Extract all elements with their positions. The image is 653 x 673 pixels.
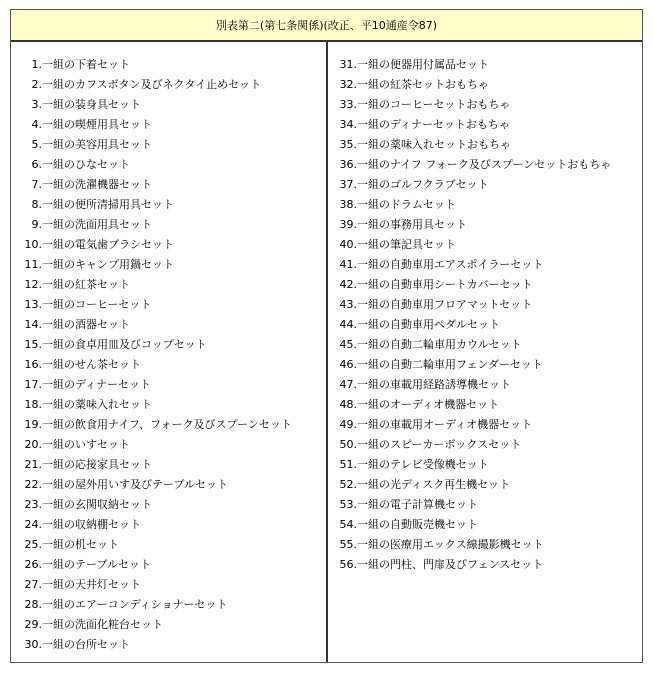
list-item <box>24 158 326 178</box>
item-label: 一組の自動二輪車用フェンダーセット <box>357 358 543 371</box>
list-item <box>339 338 642 358</box>
list-item <box>24 218 326 238</box>
item-label: 一組の紅茶セット <box>42 278 130 291</box>
item-number: 50. <box>339 438 357 451</box>
item-number: 6. <box>31 158 42 171</box>
list-item <box>24 498 326 518</box>
item-label: 一組の玄関収納セット <box>42 498 152 511</box>
item-number: 18. <box>24 398 42 411</box>
item-number: 51. <box>339 458 357 471</box>
item-label: 一組の下着セット <box>42 58 130 71</box>
list-item <box>24 638 326 658</box>
item-number: 45. <box>339 338 357 351</box>
list-item <box>339 378 642 398</box>
item-label: 一組の装身具セット <box>42 98 141 111</box>
item-number: 19. <box>24 418 42 431</box>
list-item <box>24 198 326 218</box>
list-item <box>24 558 326 578</box>
right-column <box>328 42 642 662</box>
list-item <box>24 138 326 158</box>
item-number: 33. <box>339 98 357 111</box>
item-number: 49. <box>339 418 357 431</box>
item-number: 30. <box>24 638 42 651</box>
item-label: 一組のコーヒーセット <box>42 298 152 311</box>
item-number: 28. <box>24 598 42 611</box>
item-label: 一組の光ディスク再生機セット <box>357 478 511 491</box>
item-label: 一組のテレビ受像機セット <box>357 458 489 471</box>
item-label: 一組の酒器セット <box>42 318 130 331</box>
item-label: 一組の事務用具セット <box>357 218 467 231</box>
list-item <box>339 558 642 578</box>
item-number: 44. <box>339 318 357 331</box>
list-item <box>24 238 326 258</box>
item-number: 20. <box>24 438 42 451</box>
item-label: 一組の収納棚セット <box>42 518 141 531</box>
item-number: 1. <box>31 58 42 71</box>
item-number: 11. <box>24 258 42 271</box>
list-item <box>24 178 326 198</box>
item-number: 13. <box>24 298 42 311</box>
list-item <box>24 58 326 78</box>
item-label: 一組の便所清掃用具セット <box>42 198 174 211</box>
list-item <box>339 318 642 338</box>
item-label: 一組のディナーセット <box>42 378 151 391</box>
item-label: 一組のカフスボタン及びネクタイ止めセット <box>42 78 262 91</box>
item-number: 52. <box>339 478 357 491</box>
list-item <box>339 238 642 258</box>
list-item <box>339 178 642 198</box>
item-label: 一組のエアーコンディショナーセット <box>42 598 228 611</box>
item-number: 54. <box>339 518 357 531</box>
list-item <box>339 418 642 438</box>
item-number: 48. <box>339 398 357 411</box>
item-number: 27. <box>24 578 42 591</box>
list-item <box>24 378 326 398</box>
item-label: 一組の自動車用ペダルセット <box>357 318 500 331</box>
item-label: 一組のゴルフクラブセット <box>357 178 489 191</box>
list-item <box>24 518 326 538</box>
item-number: 14. <box>24 318 42 331</box>
list-item <box>24 478 326 498</box>
item-label: 一組の便器用付属品セット <box>357 58 489 71</box>
item-number: 4. <box>31 118 42 131</box>
item-number: 53. <box>339 498 357 511</box>
item-number: 35. <box>339 138 357 151</box>
item-label: 一組の食卓用皿及びコップセット <box>42 338 207 351</box>
item-label: 一組のせん茶セット <box>42 358 141 371</box>
list-item <box>24 438 326 458</box>
item-number: 46. <box>339 358 357 371</box>
list-item <box>24 598 326 618</box>
list-item <box>24 358 326 378</box>
item-number: 34. <box>339 118 357 131</box>
list-item <box>339 218 642 238</box>
item-label: 一組の自動車用エアスポイラーセット <box>357 258 544 271</box>
item-label: 一組のひなセット <box>42 158 130 171</box>
item-label: 一組の筆記具セット <box>357 238 456 251</box>
item-number: 8. <box>31 198 42 211</box>
item-label: 一組の洗面化粧台セット <box>42 618 163 631</box>
item-label: 一組の飲食用ナイフ、フォーク及びスプーンセット <box>42 418 292 431</box>
item-number: 10. <box>24 238 42 251</box>
item-number: 3. <box>31 98 42 111</box>
item-label: 一組の電気歯ブラシセット <box>42 238 174 251</box>
list-item <box>339 258 642 278</box>
list-item <box>339 458 642 478</box>
item-label: 一組の医療用エックス線撮影機セット <box>357 538 544 551</box>
item-number: 5. <box>31 138 42 151</box>
list-item <box>24 458 326 478</box>
item-number: 41. <box>339 258 357 271</box>
item-number: 38. <box>339 198 357 211</box>
list-item <box>24 98 326 118</box>
table-header <box>11 10 642 42</box>
list-item <box>24 618 326 638</box>
item-number: 17. <box>24 378 42 391</box>
item-label: 一組のコーヒーセットおもちゃ <box>357 98 511 111</box>
item-label: 一組の屋外用いす及びテーブルセット <box>42 478 229 491</box>
item-label: 一組のキャンプ用鍋セット <box>42 258 174 271</box>
list-item <box>24 258 326 278</box>
left-column <box>11 42 328 662</box>
list-item <box>339 118 642 138</box>
item-label: 一組の机セット <box>42 538 119 551</box>
list-item <box>24 578 326 598</box>
item-label: 一組のディナーセットおもちゃ <box>357 118 510 131</box>
item-number: 9. <box>31 218 42 231</box>
item-number: 7. <box>31 178 42 191</box>
item-label: 一組の応接家具セット <box>42 458 152 471</box>
list-item <box>339 538 642 558</box>
item-label: 一組の自動二輪車用カウルセット <box>357 338 522 351</box>
item-number: 32. <box>339 78 357 91</box>
item-number: 23. <box>24 498 42 511</box>
item-number: 22. <box>24 478 42 491</box>
item-label: 一組の薬味入れセット <box>42 398 152 411</box>
list-item <box>339 98 642 118</box>
item-label: 一組の洗面用具セット <box>42 218 152 231</box>
list-item <box>24 78 326 98</box>
item-label: 一組の自動車用シートカバーセット <box>357 278 533 291</box>
item-label: 一組のオーディオ機器セット <box>357 398 500 411</box>
list-item <box>339 78 642 98</box>
list-item <box>24 118 326 138</box>
item-label: 一組の薬味入れセットおもちゃ <box>357 138 511 151</box>
item-number: 56. <box>339 558 357 571</box>
item-number: 40. <box>339 238 357 251</box>
item-number: 26. <box>24 558 42 571</box>
list-item <box>339 138 642 158</box>
list-item <box>339 438 642 458</box>
item-number: 2. <box>31 78 42 91</box>
item-number: 43. <box>339 298 357 311</box>
item-label: 一組の天井灯セット <box>42 578 141 591</box>
list-item <box>339 58 642 78</box>
item-label: 一組のドラムセット <box>357 198 456 211</box>
list-item <box>24 318 326 338</box>
item-number: 31. <box>339 58 357 71</box>
list-item <box>24 278 326 298</box>
list-item <box>24 538 326 558</box>
list-item <box>339 478 642 498</box>
item-number: 24. <box>24 518 42 531</box>
schedule-table <box>10 9 643 663</box>
list-item <box>24 398 326 418</box>
item-label: 一組のナイフ フォーク及びスプーンセットおもちゃ <box>357 158 612 171</box>
item-number: 37. <box>339 178 357 191</box>
item-label: 一組の車載用オーディオ機器セット <box>357 418 533 431</box>
item-label: 一組のいすセット <box>42 438 130 451</box>
item-label: 一組の台所セット <box>42 638 130 651</box>
item-label: 一組の洗濯機器セット <box>42 178 152 191</box>
list-item <box>339 298 642 318</box>
list-item <box>339 358 642 378</box>
list-item <box>339 398 642 418</box>
item-label: 一組の紅茶セットおもちゃ <box>357 78 489 91</box>
item-number: 29. <box>24 618 42 631</box>
item-label: 一組の車載用経路誘導機セット <box>357 378 511 391</box>
item-label: 一組のスピーカーボックスセット <box>357 438 522 451</box>
item-number: 15. <box>24 338 42 351</box>
list-item <box>339 158 642 178</box>
item-label: 一組の喫煙用具セット <box>42 118 152 131</box>
item-number: 21. <box>24 458 42 471</box>
item-label: 一組の門柱、門扉及びフェンスセット <box>357 558 544 571</box>
item-label: 一組の電子計算機セット <box>357 498 478 511</box>
item-number: 47. <box>339 378 357 391</box>
list-item <box>24 418 326 438</box>
item-number: 12. <box>24 278 42 291</box>
list-item <box>339 518 642 538</box>
item-number: 55. <box>339 538 357 551</box>
list-item <box>339 278 642 298</box>
item-number: 16. <box>24 358 42 371</box>
item-number: 39. <box>339 218 357 231</box>
list-item <box>24 298 326 318</box>
item-label: 一組のテーブルセット <box>42 558 152 571</box>
item-number: 36. <box>339 158 357 171</box>
item-number: 42. <box>339 278 357 291</box>
table-title: 別表第二(第七条関係)(改正、平10通産令87) <box>215 19 438 32</box>
list-item <box>339 498 642 518</box>
item-label: 一組の自動販売機セット <box>357 518 478 531</box>
item-number: 25. <box>24 538 42 551</box>
item-label: 一組の美容用具セット <box>42 138 152 151</box>
table-body <box>11 42 642 662</box>
item-label: 一組の自動車用フロアマットセット <box>357 298 533 311</box>
list-item <box>339 198 642 218</box>
list-item <box>24 338 326 358</box>
